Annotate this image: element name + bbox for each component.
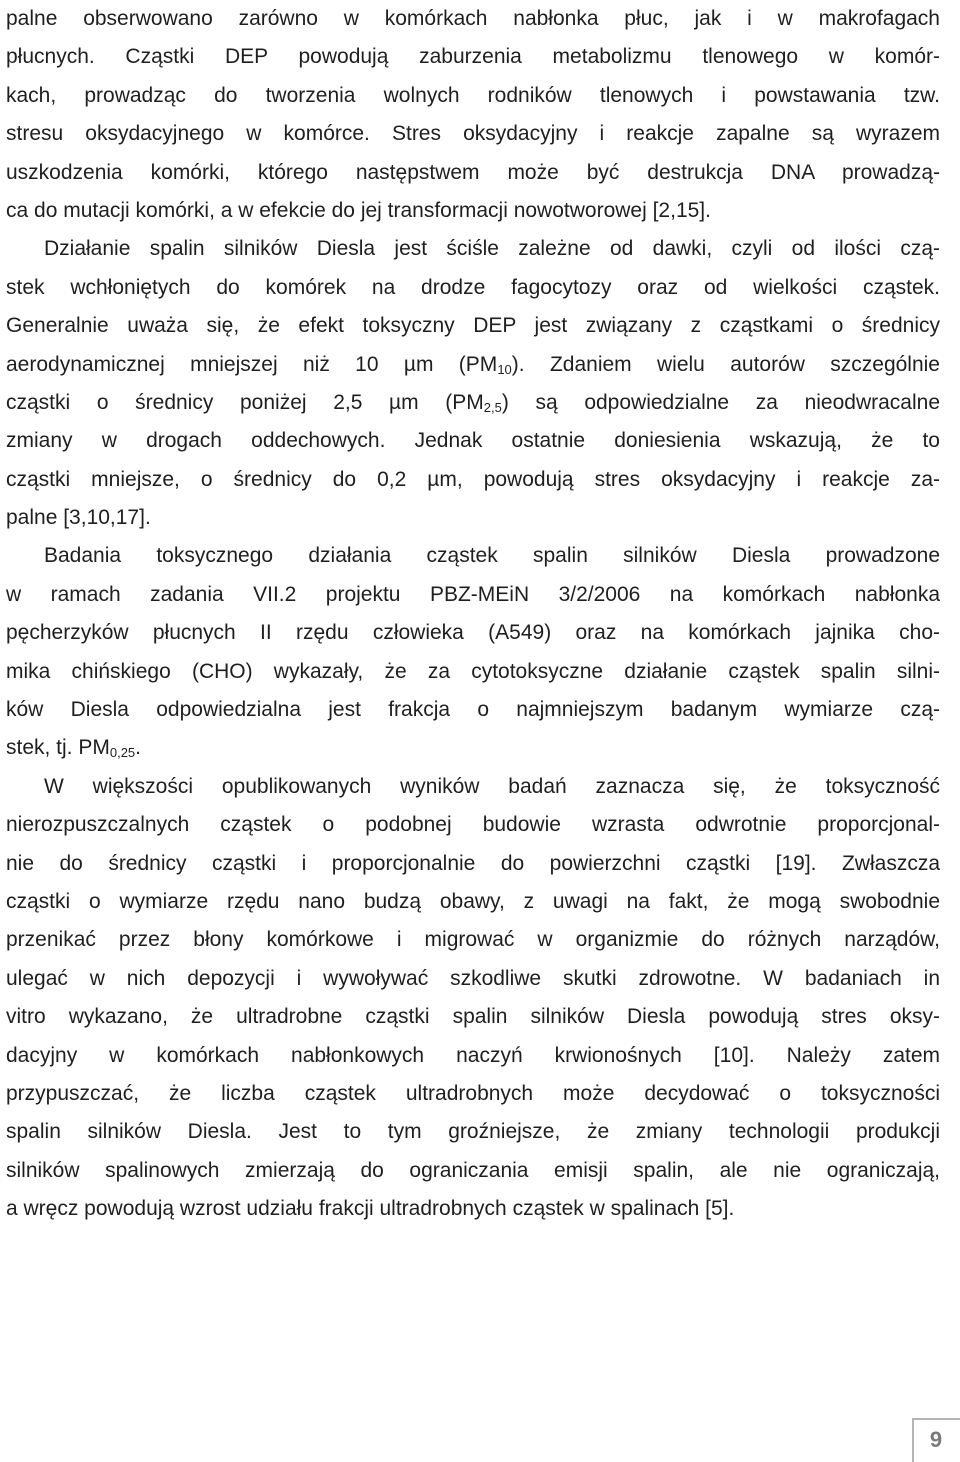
text-line: Działanie spalin silników Diesla jest ściśle zależne od dawki, czyli od ilości czą-: [44, 237, 940, 261]
text-line: mika chińskiego (CHO) wykazały, że za cytotoksyczne działanie cząstek spalin silni-: [6, 659, 940, 683]
text-line: ca do mutacji komórki, a w efekcie do jej transformacji nowotworowej [2,15].: [6, 198, 711, 222]
text-line: zmiany w drogach oddechowych. Jednak ostatnie doniesienia wskazują, że to: [6, 429, 940, 453]
paragraph-dose-and-particle-size: [6, 230, 940, 537]
text-line: płucnych. Cząstki DEP powodują zaburzenia metabolizmu tlenowego w komór-: [6, 45, 940, 69]
text-line-pm25: [6, 384, 940, 422]
document-page: [6, 0, 940, 1229]
text-line: palne [3,10,17].: [6, 506, 151, 530]
text-line: cząstki mniejsze, o średnicy do 0,2 µm, powodują stres oksydacyjny i reakcje za-: [6, 467, 940, 491]
text-line: Generalnie uważa się, że efekt toksyczny DEP jest związany z cząstkami o średnicy: [6, 314, 940, 338]
text-fragment: stek, tj. PM: [6, 736, 110, 760]
text-line: palne obserwowano zarówno w komórkach nabłonka płuc, jak i w makrofagach: [6, 7, 940, 30]
text-line: przenikać przez błony komórkowe i migrować w organizmie do różnych narządów,: [6, 928, 940, 952]
text-fragment: aerodynamicznej mniejszej niż 10 µm (PM: [6, 352, 498, 376]
subscript-pm10: 10: [497, 361, 512, 377]
text-line: spalin silników Diesla. Jest to tym groźniejsze, że zmiany technologii produkcji: [6, 1120, 940, 1144]
paragraph-oxidative-stress: [6, 0, 940, 230]
paragraph-research-results: [6, 537, 940, 767]
text-line: stek wchłoniętych do komórek na drodze fagocytozy oraz od wielkości cząstek.: [6, 275, 940, 299]
text-fragment: ) są odpowiedzialne za nieodwracalne: [501, 390, 940, 414]
text-line: pęcherzyków płucnych II rzędu człowieka (A549) oraz na komórkach jajnika cho-: [6, 621, 940, 645]
text-line: nierozpuszczalnych cząstek o podobnej budowie wzrasta odwrotnie proporcjonal-: [6, 813, 940, 837]
text-line: stresu oksydacyjnego w komórce. Stres oksydacyjny i reakcje zapalne są wyrazem: [6, 122, 940, 146]
text-fragment: .: [135, 736, 142, 760]
text-line: cząstki o wymiarze rzędu nano budzą obawy, z uwagi na fakt, że mogą swobodnie: [6, 889, 940, 913]
paragraph-nanoparticle-toxicity: [6, 768, 940, 1229]
text-line: ulegać w nich depozycji i wywoływać szkodliwe skutki zdrowotne. W badaniach in: [6, 966, 940, 990]
text-fragment: cząstki o średnicy poniżej 2,5 µm (PM: [6, 390, 484, 414]
text-line: ków Diesla odpowiedzialna jest frakcja o najmniejszym badanym wymiarze czą-: [6, 698, 940, 722]
text-line: vitro wykazano, że ultradrobne cząstki spalin silników Diesla powodują stres oksy-: [6, 1005, 940, 1029]
text-line: w ramach zadania VII.2 projektu PBZ-MEiN 3/2/2006 na komórkach nabłonka: [6, 582, 940, 606]
text-line: silników spalinowych zmierzają do ograniczania emisji spalin, ale nie ograniczają,: [6, 1158, 940, 1182]
text-fragment: ). Zdaniem wielu autorów szczególnie: [511, 352, 940, 376]
text-line: W większości opublikowanych wyników badań zaznacza się, że toksyczność: [44, 774, 940, 798]
subscript-pm025: 0,25: [109, 745, 136, 761]
text-line-pm10: [6, 346, 940, 384]
text-line: kach, prowadząc do tworzenia wolnych rodników tlenowych i powstawania tzw.: [6, 83, 940, 107]
page-number: 9: [929, 1427, 943, 1452]
subscript-pm25: 2,5: [483, 399, 502, 415]
text-line: dacyjny w komórkach nabłonkowych naczyń krwionośnych [10]. Należy zatem: [6, 1043, 940, 1067]
text-line: uszkodzenia komórki, którego następstwem może być destrukcja DNA prowadzą-: [6, 160, 940, 184]
text-line: przypuszczać, że liczba cząstek ultradrobnych może decydować o toksyczności: [6, 1081, 940, 1105]
text-line: Badania toksycznego działania cząstek spalin silników Diesla prowadzone: [44, 544, 940, 568]
text-line: a wręcz powodują wzrost udziału frakcji ultradrobnych cząstek w spalinach [5].: [6, 1197, 735, 1221]
text-line: nie do średnicy cząstki i proporcjonalnie do powierzchni cząstki [19]. Zwłaszcza: [6, 851, 940, 875]
text-line-pm025: [6, 729, 940, 767]
